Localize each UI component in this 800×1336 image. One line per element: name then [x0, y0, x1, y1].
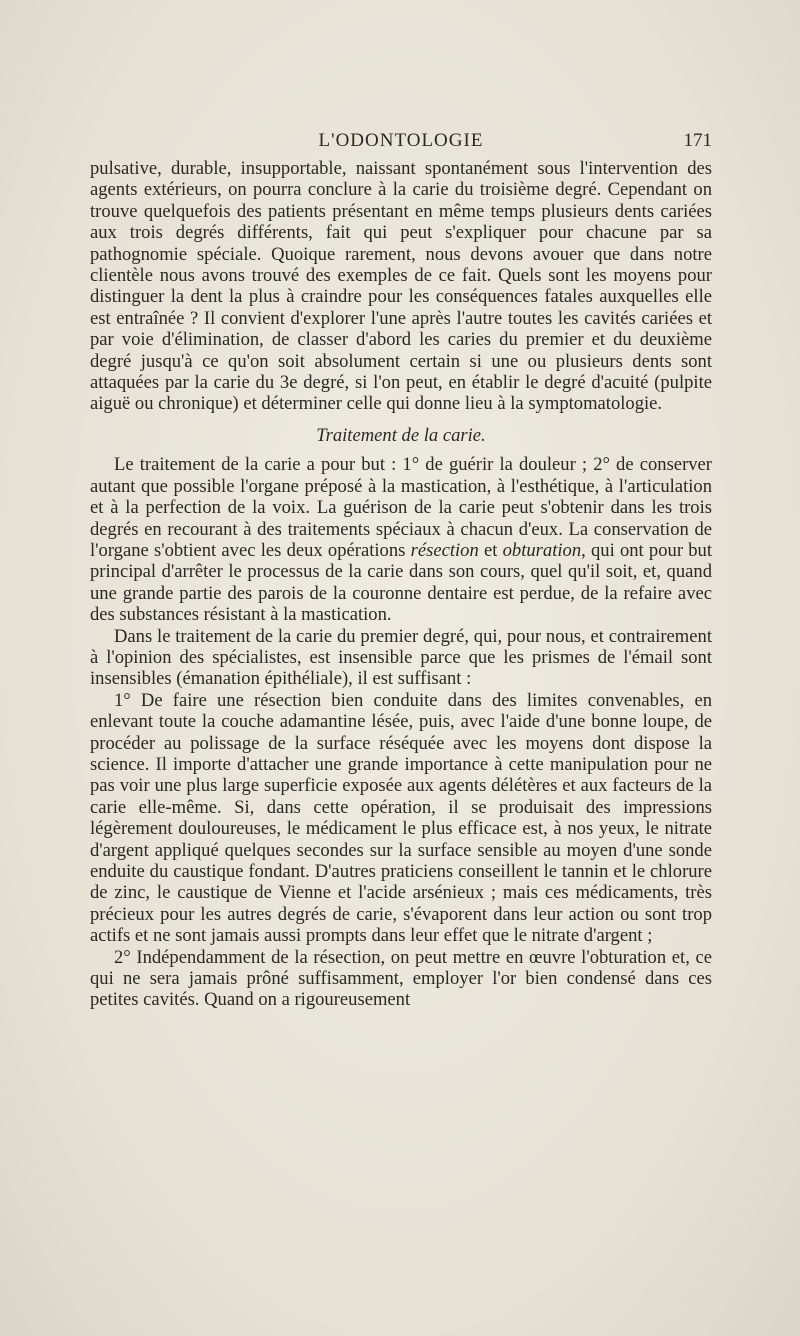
paragraph-text: , qui ont pour but principal d'arrêter le processus de la carie dans son cours, quel qu'il soit, et, quand une grande partie des parois de la couronne dentaire est perdue, de la refaire avec des substances résistant à la mastication.: [90, 539, 712, 626]
paragraph-continuation: pulsative, durable, insupportable, naissant spontanément sous l'intervention des agents extérieurs, on pourra conclure à la carie du troisième degré. Cependant on trouve quelquefois des patients présentant en même temps plusieurs dents cariées aux trois degrés différents, fait qui peut s'expliquer pour chacune par sa pathognomie spéciale. Quoique rarement, nous devons avouer que dans notre clientèle nous avons trouvé des exemples de ce fait. Quels sont les moyens pour distinguer la dent la plus à craindre pour les conséquences fatales auxquelles elle est entraînée ? Il convient d'explorer l'une après l'autre toutes les cavités cariées et par voie d'élimination, de classer d'abord les caries du premier et du deuxième degré jusqu'à ce qu'on soit absolument certain si une ou plusieurs dents sont attaquées par la carie du 3e degré, si l'on peut, en établir le degré d'acuité (pulpite aiguë ou chronique) et déterminer celle qui donne lieu à la symptomatologie.: [90, 158, 712, 415]
paragraph-treatment-goals: [90, 454, 712, 625]
paragraph-item-1: 1° De faire une résection bien conduite dans des limites convenables, en enlevant toute la couche adamantine lésée, puis, avec l'aide d'une bonne loupe, de procéder au polissage de la surface réséquée avec les moyens dont dispose la science. Il importe d'attacher une grande importance à cette manipulation pour ne pas voir une plus large superficie exposée aux agents délétères et aux facteurs de la carie elle-même. Si, dans cette opération, il se produisait des impressions légèrement douloureuses, le médicament le plus efficace est, à nos yeux, le nitrate d'argent appliqué quelques secondes sur la surface sensible au moyen d'une sonde enduite du caustique fondant. D'autres praticiens conseillent le tannin et le chlorure de zinc, le caustique de Vienne et l'acide arsénieux ; mais ces médicaments, très précieux pour les autres degrés de carie, s'évaporent dans leur action ou sont trop actifs et ne sont jamais aussi prompts dans leur effet que le nitrate d'argent ;: [90, 689, 712, 947]
page-number: 171: [683, 130, 712, 151]
section-heading: Traitement de la carie.: [316, 424, 486, 446]
paragraph-first-degree: Dans le traitement de la carie du premier degré, qui, pour nous, et contrairement à l'opinion des spécialistes, est insensible parce que les prismes de l'émail sont insensibles (émanation épithéliale), il est suffisant :: [90, 625, 712, 690]
body-text: [90, 158, 712, 1011]
paragraph-text: et: [478, 539, 503, 561]
running-title: L'ODONTOLOGIE: [318, 130, 484, 151]
term-resection: résection: [410, 539, 479, 561]
term-obturation: obturation: [502, 539, 582, 561]
paragraph-text: Le traitement de la carie a pour but : 1° de guérir la douleur ; 2° de conserver autant que possible l'organe préposé à la mastication, à l'esthétique, à l'articulation et à la perfection de la voix. La guérison de la carie peut s'obtenir dans les trois degrés en recourant à des traitements spéciaux à chacun d'eux. La conservation de l'organe s'obtient avec les deux opérations: [90, 454, 712, 561]
page-header: [90, 128, 712, 158]
paragraph-item-2: 2° Indépendamment de la résection, on peut mettre en œuvre l'obturation et, ce qui ne sera jamais prôné suffisamment, employer l'or bien condensé dans ces petites cavités. Quand on a rigoureusement: [90, 946, 712, 1011]
